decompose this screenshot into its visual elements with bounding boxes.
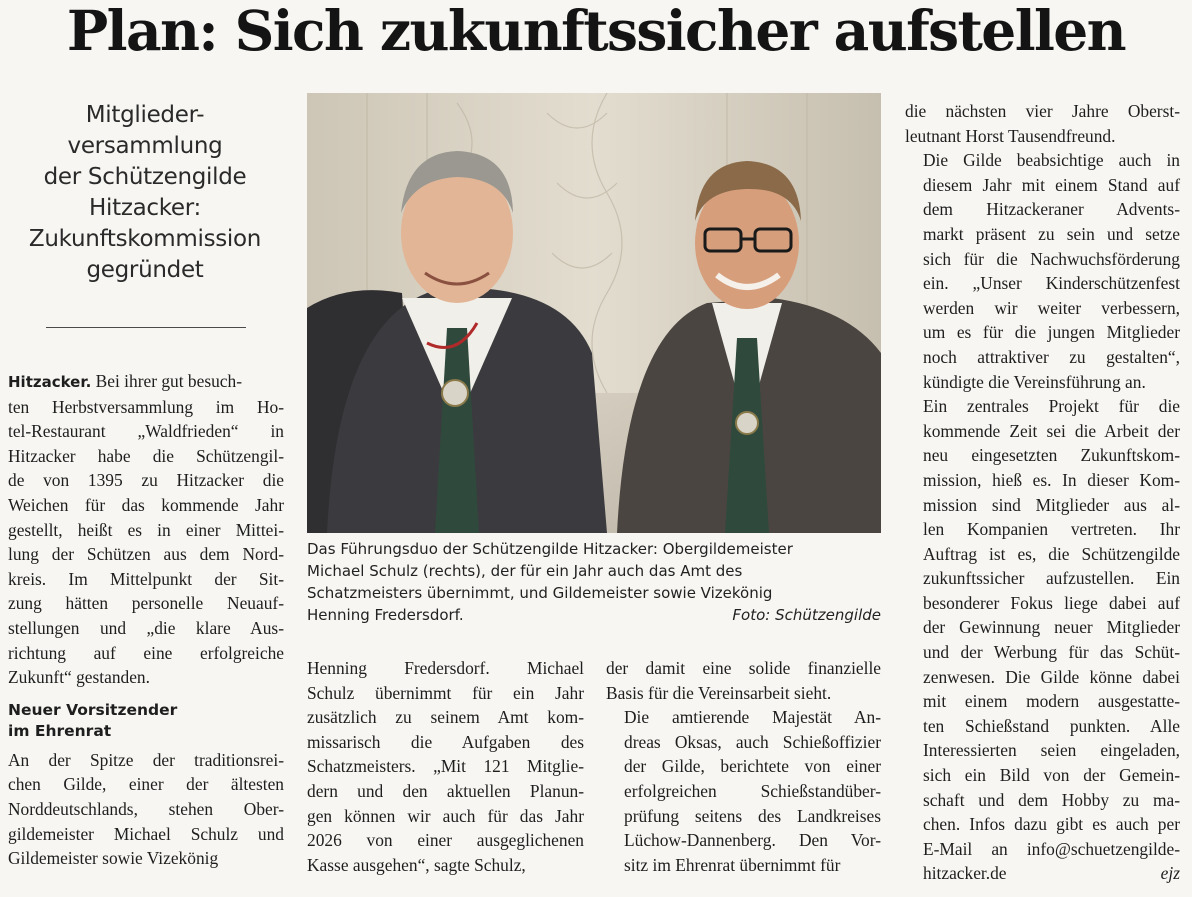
text-line: gildemeister Michael Schulz und: [8, 823, 284, 844]
article-column-2: [307, 656, 584, 877]
text-line: um es für die jungen Mitglieder: [923, 322, 1180, 343]
text-line: Lüchow-Dannenberg. Den Vor-: [624, 830, 881, 851]
caption-line: Michael Schulz (rechts), der für ein Jahr auch das Amt des: [307, 562, 743, 580]
text-line: missarisch die Aufgaben des: [307, 731, 584, 752]
photo-credit: Foto: Schützengilde: [732, 606, 881, 624]
paragraph: [905, 99, 1180, 148]
text-line: besonderer Fokus liege dabei auf: [923, 592, 1180, 613]
text-line: leutnant Horst Tausendfreund.: [905, 125, 1116, 146]
text-line: kommende Zeit sei die Arbeit der: [923, 420, 1180, 441]
text-line: Henning Fredersdorf. Michael: [307, 658, 584, 678]
text-line: mission, hieß es. In dieser Kom-: [923, 469, 1180, 490]
text-line: sich ein Bild von der Gemein-: [923, 765, 1180, 786]
text-line: Ein zentrales Projekt für die: [923, 396, 1180, 417]
text-line: zung hätten personelle Neuauf-: [8, 593, 284, 614]
text-line: dem Hitzackeraner Advents-: [923, 199, 1180, 220]
text-line: dern und den aktuellen Planun-: [307, 780, 584, 801]
text-line: Norddeutschlands, stehen Ober-: [8, 798, 284, 819]
text-line: stellungen und „die klare Aus-: [8, 617, 284, 638]
text-line: der damit eine solide finanzielle: [606, 658, 881, 678]
text-line: Interessierten seien eingeladen,: [923, 740, 1180, 761]
text-line: ein. „Unser Kinderschützenfest: [923, 273, 1180, 294]
article-photo: [307, 93, 881, 533]
text-line: und der Werbung für das Schüt-: [923, 642, 1180, 663]
author-signature: ejz: [1160, 863, 1180, 884]
subhead-line: gegründet: [86, 257, 204, 283]
section-heading: [8, 700, 284, 742]
text-line: kreis. Im Mittelpunkt der Sit-: [8, 568, 284, 589]
text-line: lung der Schützen aus dem Nord-: [8, 544, 284, 565]
text-line: der Gilde, berichtete von einer: [624, 756, 881, 777]
text-line: ten Herbstversammlung im Ho-: [8, 396, 284, 417]
section-heading-line: im Ehrenrat: [8, 721, 112, 740]
photo-caption: [307, 538, 881, 626]
article-column-1: [8, 369, 284, 871]
text-line: richtung auf eine erfolgreiche: [8, 642, 284, 663]
text-line: prüfung seitens des Landkreises: [624, 805, 881, 826]
text-line: mit einem modern ausgestatte-: [923, 691, 1180, 712]
subhead-line: Hitzacker:: [89, 195, 201, 221]
text-line: sitz im Ehrenrat übernimmt für: [624, 854, 841, 875]
text-line: Weichen für das kommende Jahr: [8, 494, 284, 515]
caption-line: Das Führungsduo der Schützengilde Hitzacker: Obergildemeister: [307, 540, 793, 558]
text-line: kündigte die Vereinsführung an.: [923, 371, 1146, 392]
text-line: zenwesen. Die Gilde könne dabei: [923, 666, 1180, 687]
text-line: hitzacker.de: [923, 863, 1007, 884]
paragraph: [905, 148, 1180, 394]
text-line: diesem Jahr mit einem Stand auf: [923, 174, 1180, 195]
text-line: gestellt, heißt es in einer Mittei-: [8, 519, 284, 540]
text-line: erfolgreichen Schießstandüber-: [624, 780, 881, 801]
text-line: chen Gilde, einer der ältesten: [8, 774, 284, 795]
text-line: tel-Restaurant „Waldfrieden“ in: [8, 421, 284, 442]
subhead-divider: [46, 327, 246, 328]
text-line: markt präsent zu sein und setze: [923, 223, 1180, 244]
paragraph: [905, 394, 1180, 886]
paragraph-text: [905, 148, 1180, 394]
article-column-4: [905, 99, 1180, 886]
article-column-3: [606, 656, 881, 877]
text-line: An der Spitze der traditionsrei-: [8, 749, 284, 770]
paragraph-text: [606, 705, 881, 877]
paragraph-text: [307, 656, 584, 877]
paragraph: [307, 656, 584, 877]
paragraph: [606, 656, 881, 705]
paragraph-text: [905, 394, 1180, 886]
text-line: mission sind Mitglieder aus al-: [923, 494, 1180, 515]
dateline: Hitzacker.: [8, 373, 92, 391]
text-line: len Kompanien vertreten. Ihr: [923, 519, 1180, 540]
text-line: de von 1395 zu Hitzacker die: [8, 470, 284, 491]
headline: Plan: Sich zukunftssicher aufstellen: [66, 0, 1126, 63]
subhead-line: der Schützengilde: [43, 164, 247, 190]
text-line: Die amtierende Majestät An-: [624, 707, 881, 728]
text-line: E-Mail an info@schuetzengilde-: [923, 838, 1180, 859]
text-line: 2026 von einer ausgeglichenen: [307, 830, 584, 851]
paragraph-intro: [8, 369, 284, 690]
paragraph-text: [606, 656, 881, 705]
text-line: zukunftssicher aufzustellen. Ein: [923, 568, 1180, 589]
text-line: chen. Infos dazu gibt es auch per: [923, 814, 1180, 835]
text-line: sich für die Nachwuchsförderung: [923, 248, 1180, 269]
paragraph-text: [8, 748, 284, 871]
text-line: Basis für die Vereinsarbeit sieht.: [606, 682, 832, 703]
text-line: Bei ihrer gut besuch-: [91, 371, 243, 391]
subhead-line: versammlung: [67, 133, 223, 159]
text-line: schaft und dem Hobby zu ma-: [923, 789, 1180, 810]
caption-line: Henning Fredersdorf.: [307, 606, 464, 624]
text-line: dreas Oksas, auch Schießoffizier: [624, 731, 881, 752]
text-line: werden wir weiter verbessern,: [923, 297, 1180, 318]
text-line: noch attraktiver zu gestalten“,: [923, 346, 1180, 367]
text-line: zusätzlich zu seinem Amt kom-: [307, 707, 584, 728]
text-line: Auftrag ist es, die Schützengilde: [923, 543, 1180, 564]
photo-illustration: [307, 93, 881, 533]
subheadline: [10, 100, 280, 286]
text-line: der Gewinnung neuer Mitglieder: [923, 617, 1180, 638]
text-line: Schulz übernimmt für ein Jahr: [307, 682, 584, 703]
section-heading-line: Neuer Vorsitzender: [8, 700, 178, 719]
paragraph-text: [8, 371, 284, 690]
subhead-line: Zukunftskommission: [28, 226, 262, 252]
paragraph: [8, 748, 284, 871]
text-line: Schatzmeisters. „Mit 121 Mitglie-: [307, 756, 584, 777]
paragraph: [606, 705, 881, 877]
text-line: die nächsten vier Jahre Oberst-: [905, 101, 1180, 121]
text-line: neu eingesetzten Zukunftskom-: [923, 445, 1180, 466]
paragraph-text: [905, 99, 1180, 148]
text-line: Gildemeister sowie Vizekönig: [8, 848, 219, 869]
text-line: Zukunft“ gestanden.: [8, 667, 150, 688]
subhead-line: Mitglieder-: [85, 102, 205, 128]
text-line: gen können wir auch für das Jahr: [307, 805, 584, 826]
text-line: Die Gilde beabsichtige auch in: [923, 150, 1180, 171]
text-line: ten Schießstand punkten. Alle: [923, 715, 1180, 736]
text-line: Hitzacker habe die Schützengil-: [8, 445, 284, 466]
text-line: Kasse ausgehen“, sagte Schulz,: [307, 854, 526, 875]
caption-line: Schatzmeisters übernimmt, und Gildemeister sowie Vizekönig: [307, 584, 773, 602]
